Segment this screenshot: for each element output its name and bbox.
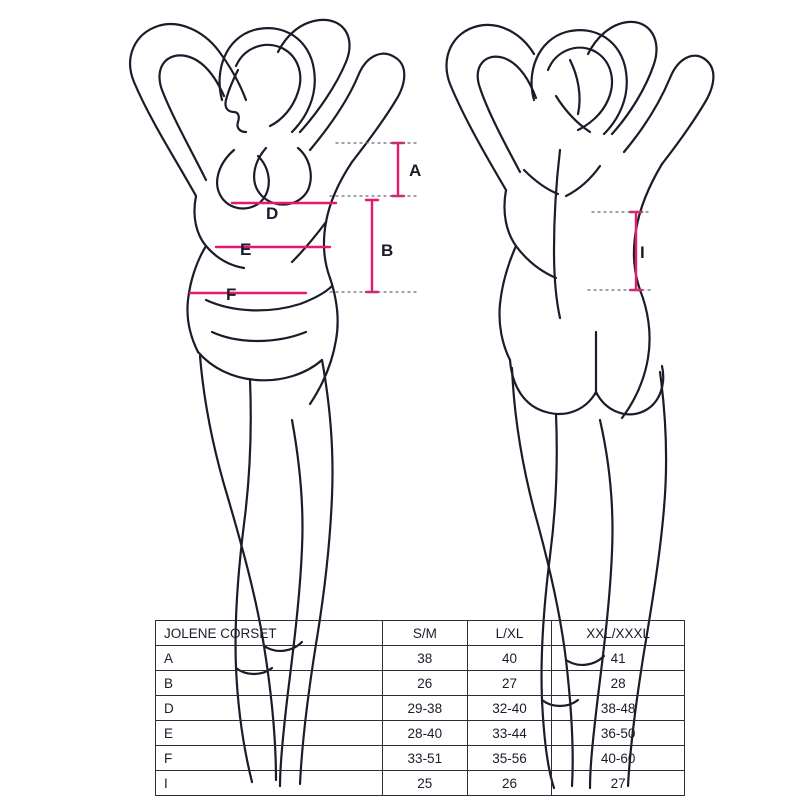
cell-e-sm: 28-40 <box>383 721 468 746</box>
label-a: A <box>409 161 422 180</box>
cell-d-sm: 29-38 <box>383 696 468 721</box>
cell-b-sm: 26 <box>383 671 468 696</box>
cell-f-xxl: 40-60 <box>552 746 685 771</box>
label-e: E <box>240 240 252 259</box>
cell-d-lxl: 32-40 <box>467 696 552 721</box>
cell-b-lxl: 27 <box>467 671 552 696</box>
cell-a-lxl: 40 <box>467 646 552 671</box>
table-row <box>156 696 685 721</box>
cell-i-lxl: 26 <box>467 771 552 796</box>
cell-e-xxl: 36-50 <box>552 721 685 746</box>
cell-b-xxl: 28 <box>552 671 685 696</box>
table-row <box>156 746 685 771</box>
table-row <box>156 721 685 746</box>
table-header-xxl: XXL/XXXL <box>552 621 685 646</box>
table-row <box>156 646 685 671</box>
table-header-product: JOLENE CORSET <box>156 621 383 646</box>
row-label-a: A <box>156 646 383 671</box>
cell-e-lxl: 33-44 <box>467 721 552 746</box>
label-f: F <box>226 285 237 304</box>
table-row <box>156 671 685 696</box>
row-label-d: D <box>156 696 383 721</box>
cell-f-lxl: 35-56 <box>467 746 552 771</box>
table-row <box>156 771 685 796</box>
cell-i-sm: 25 <box>383 771 468 796</box>
size-table <box>155 620 685 796</box>
cell-f-sm: 33-51 <box>383 746 468 771</box>
cell-a-xxl: 41 <box>552 646 685 671</box>
table-header-row <box>156 621 685 646</box>
label-d: D <box>266 204 279 223</box>
label-b: B <box>381 241 394 260</box>
size-table-container <box>155 620 685 796</box>
table-header-lxl: L/XL <box>467 621 552 646</box>
row-label-i: I <box>156 771 383 796</box>
row-label-f: F <box>156 746 383 771</box>
label-i: I <box>640 243 645 262</box>
table-header-sm: S/M <box>383 621 468 646</box>
cell-d-xxl: 38-48 <box>552 696 685 721</box>
row-label-b: B <box>156 671 383 696</box>
row-label-e: E <box>156 721 383 746</box>
cell-a-sm: 38 <box>383 646 468 671</box>
cell-i-xxl: 27 <box>552 771 685 796</box>
